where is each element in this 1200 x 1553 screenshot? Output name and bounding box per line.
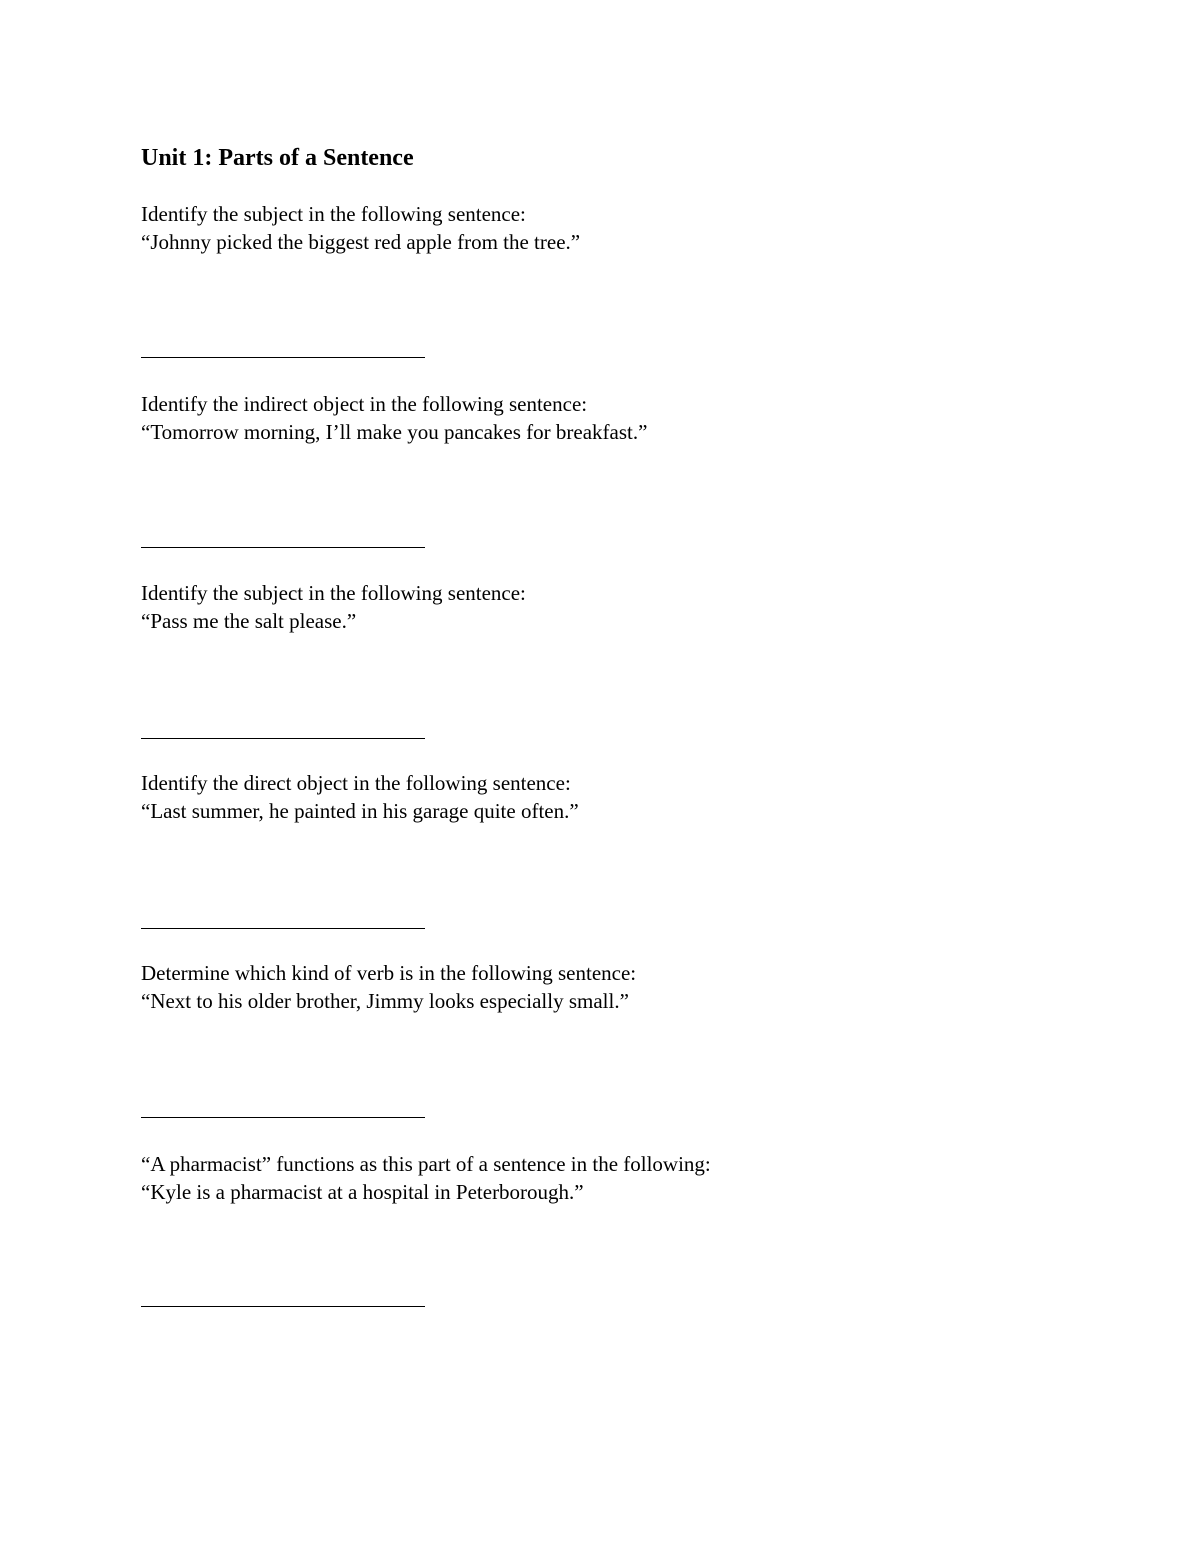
question-sentence: “Next to his older brother, Jimmy looks especially small.” [141,989,629,1013]
page-title: Unit 1: Parts of a Sentence [141,145,414,171]
question-sentence: “Kyle is a pharmacist at a hospital in Peterborough.” [141,1180,584,1204]
question-prompt: Determine which kind of verb is in the following sentence: [141,961,637,985]
question-sentence: “Last summer, he painted in his garage quite often.” [141,799,579,823]
answer-line-1[interactable] [141,357,425,358]
answer-line-2[interactable] [141,547,425,548]
question-5 [141,959,1041,1015]
question-sentence: “Pass me the salt please.” [141,609,357,633]
question-6 [141,1150,1041,1206]
question-1 [141,200,1041,256]
answer-line-5[interactable] [141,1117,425,1118]
question-prompt: “A pharmacist” functions as this part of a sentence in the following: [141,1152,711,1176]
question-3 [141,579,1041,635]
answer-line-4[interactable] [141,928,425,929]
question-prompt: Identify the indirect object in the following sentence: [141,392,588,416]
question-prompt: Identify the direct object in the following sentence: [141,771,571,795]
question-prompt: Identify the subject in the following sentence: [141,581,526,605]
question-4 [141,769,1041,825]
question-2 [141,390,1041,446]
question-sentence: “Johnny picked the biggest red apple from the tree.” [141,230,581,254]
answer-line-6[interactable] [141,1306,425,1307]
question-prompt: Identify the subject in the following sentence: [141,202,526,226]
answer-line-3[interactable] [141,738,425,739]
question-sentence: “Tomorrow morning, I’ll make you pancakes for breakfast.” [141,420,648,444]
